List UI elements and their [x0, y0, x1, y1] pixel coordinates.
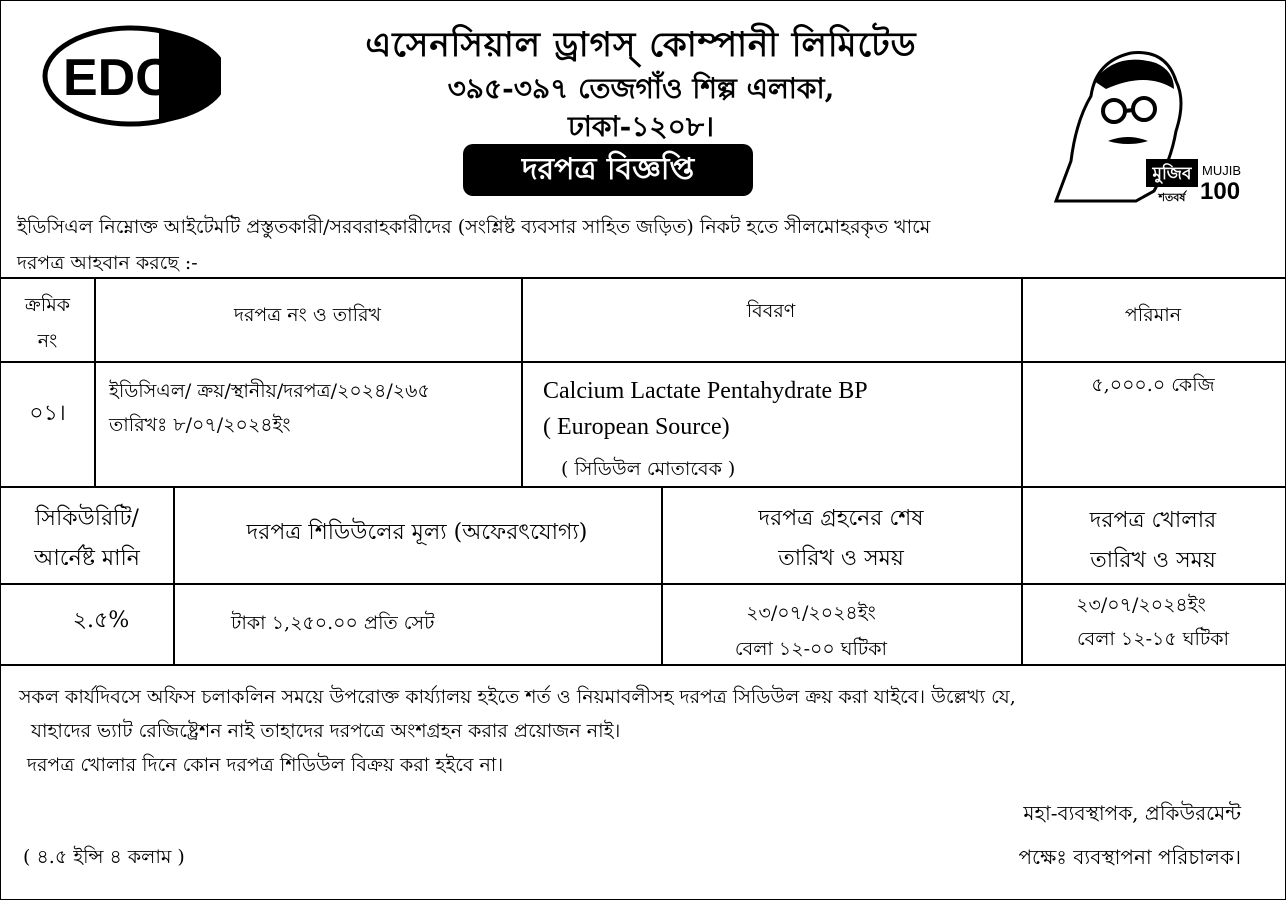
th-serial-1: ক্রমিক [24, 294, 71, 316]
th-tender: দরপত্র নং ও তারিখ [233, 304, 382, 326]
th-security-2: আর্নেষ্ট মানি [34, 546, 140, 571]
th-serial-2: নং [37, 330, 58, 352]
address-line-2: ঢাকা-১২০৮। [567, 110, 715, 143]
table2-bottom-border [1, 664, 1285, 666]
intro-line-1: ইডিসিএল নিম্নোক্ত আইটেমটি প্রস্তুতকারী/সরবরাহকারীদের (সংশ্লিষ্ট ব্যবসার সাহিত জড়িত) নিকট হতে সীলমোহরকৃত খামে [17, 216, 931, 238]
row-security: ২.৫% [72, 608, 130, 633]
mujib-100-portrait [1036, 41, 1246, 206]
row-opening-time: বেলা ১২-১৫ ঘটিকা [1076, 628, 1230, 650]
row-serial: ০১। [29, 401, 66, 426]
row-quantity: ৫,০০০.০ কেজি [1091, 374, 1215, 396]
th-quantity: পরিমান [1124, 304, 1182, 326]
logo-text: EDCL [63, 49, 205, 107]
row-tender-no: ইডিসিএল/ ক্রয়/স্থানীয়/দরপত্র/২০২৪/২৬৫ [109, 380, 430, 402]
table2-header-divider [1, 583, 1285, 585]
table-top-border [1, 277, 1285, 279]
row-deadline-time: বেলা ১২-০০ ঘটিকা [734, 638, 888, 660]
footer-line-1: সকল কার্যদিবসে অফিস চলাকলিন সময়ে উপরোক্ত কার্য্যালয় হইতে শর্ত ও নিয়মাবলীসহ দরপত্র সিডিউল ক্রয় করা যাইবে। উল্লেখ্য যে, [19, 686, 1016, 708]
footer-line-3: দরপত্র খোলার দিনে কোন দরপত্র শিডিউল বিক্রয় করা হইবে না। [27, 754, 504, 776]
badge-en: MUJIB [1202, 163, 1241, 178]
address-line-1: ৩৯৫-৩৯৭ তেজগাঁও শিল্প এলাকা, [447, 72, 835, 105]
row-desc-2: ( European Source) [543, 414, 730, 440]
footer-line-2: যাহাদের ভ্যাট রেজিষ্ট্রেশন নাই তাহাদের দরপত্রে অংশগ্রহন করার প্রয়োজন নাই। [31, 720, 621, 742]
edcl-logo [41, 21, 221, 131]
row-desc-1: Calcium Lactate Pentahydrate BP [543, 378, 868, 404]
company-name: এসেনসিয়াল ড্রাগস্ কোম্পানী লিমিটেড [365, 25, 917, 65]
row-desc-3: ( সিডিউল মোতাবেক ) [561, 458, 736, 480]
th-opening-2: তারিখ ও সময় [1090, 548, 1216, 573]
table1-header-divider [1, 361, 1285, 363]
th-deadline-1: দরপত্র গ্রহনের শেষ [758, 506, 924, 531]
th-opening-1: দরপত্র খোলার [1089, 508, 1217, 533]
intro-line-2: দরপত্র আহবান করছে :- [17, 252, 198, 274]
row-price: টাকা ১,২৫০.০০ প্রতি সেট [231, 612, 435, 634]
badge-number: 100 [1200, 178, 1241, 205]
row-opening-date: ২৩/০৭/২০২৪ইং [1076, 594, 1206, 616]
size-note: ( ৪.৫ ইন্সি ৪ কলাম ) [23, 846, 185, 868]
row-deadline-date: ২৩/০৭/২০২৪ইং [746, 602, 876, 624]
signatory-line-2: পক্ষেঃ ব্যবস্থাপনা পরিচালক। [1018, 845, 1241, 869]
th-security-1: সিকিউরিটি/ [35, 506, 139, 531]
row-tender-date: তারিখঃ ৮/০৭/২০২৪ইং [109, 414, 291, 436]
th-price: দরপত্র শিডিউলের মূল্য (অফেরৎযোগ্য) [246, 520, 588, 545]
th-description: বিবরণ [746, 300, 796, 322]
badge-sub: শতবর্ষ [1158, 191, 1186, 204]
notice-title: দরপত্র বিজ্ঞপ্তি [463, 144, 753, 196]
th-deadline-2: তারিখ ও সময় [778, 546, 904, 571]
badge-bangla: মুজিব [1152, 164, 1192, 184]
signatory-line-1: মহা-ব্যবস্থাপক, প্রকিউরমেন্ট [1023, 801, 1241, 825]
